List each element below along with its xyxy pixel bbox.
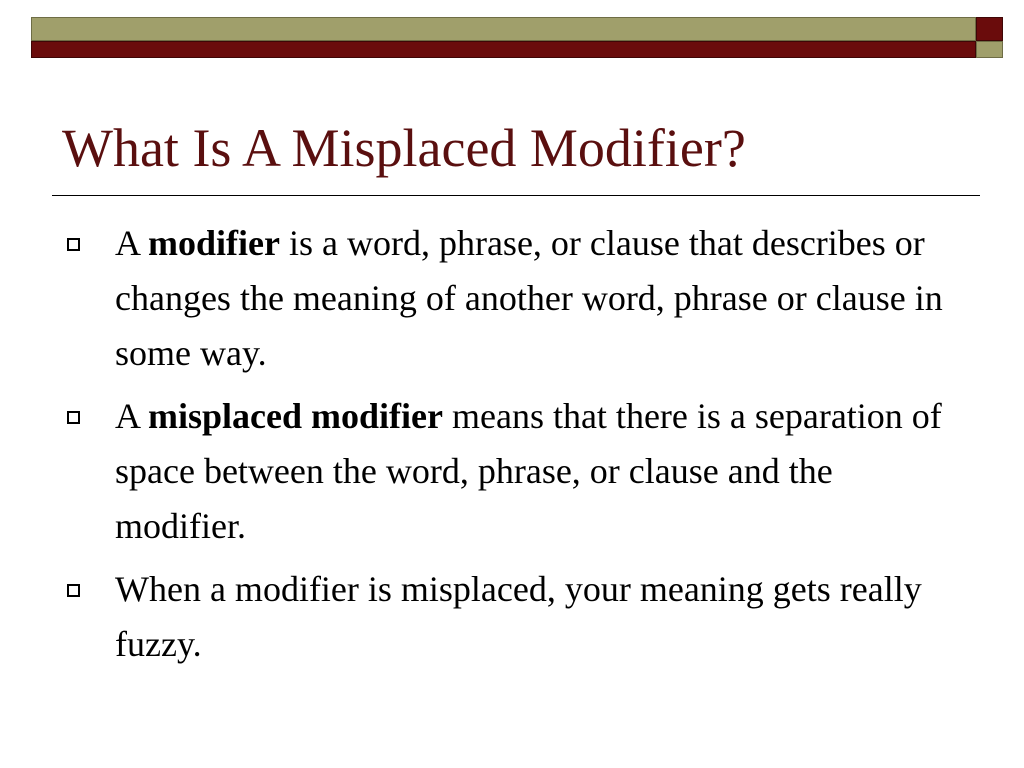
bullet-item-modifier-definition bbox=[62, 216, 962, 381]
bullet-text-bold: misplaced modifier bbox=[148, 396, 443, 436]
bullet-text-after: is a word, phrase, or clause that describes or changes the meaning of another word, phrase or clause in some way. bbox=[115, 223, 943, 373]
header-band-maroon bbox=[31, 41, 976, 58]
bullet-list bbox=[62, 216, 962, 680]
bullet-text-bold: modifier bbox=[148, 223, 280, 263]
bullet-text-after: means that there is a separation of space between the word, phrase, or clause and the modifier. bbox=[115, 396, 942, 546]
hollow-square-icon bbox=[67, 238, 80, 251]
bullet-text-before: A bbox=[115, 396, 149, 436]
bullet-item-fuzzy-meaning bbox=[62, 562, 962, 672]
header-band-olive bbox=[31, 17, 976, 41]
header-corner-square-maroon bbox=[976, 17, 1003, 41]
hollow-square-icon bbox=[67, 411, 80, 424]
bullet-text-before: When a modifier is misplaced, your meaning gets really fuzzy. bbox=[115, 569, 922, 664]
header-corner-square-olive bbox=[976, 41, 1003, 58]
title-divider bbox=[52, 195, 980, 196]
bullet-item-misplaced-definition bbox=[62, 389, 962, 554]
hollow-square-icon bbox=[67, 584, 80, 597]
bullet-text-before: A bbox=[115, 223, 149, 263]
slide-title: What Is A Misplaced Modifier? bbox=[62, 118, 746, 178]
